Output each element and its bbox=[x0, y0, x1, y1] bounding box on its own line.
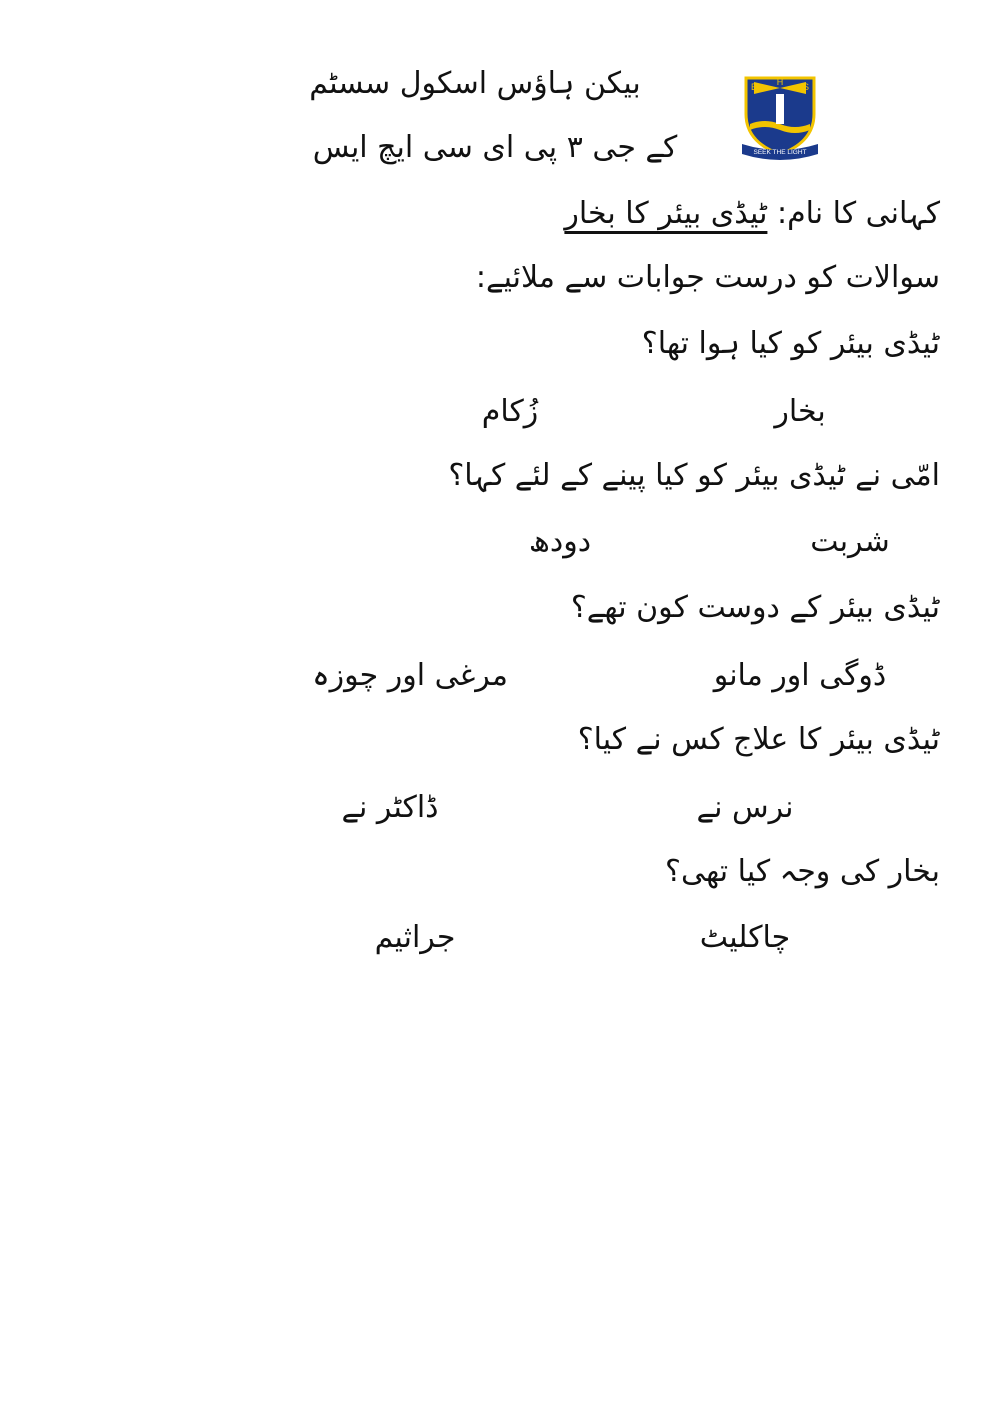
answer-option[interactable]: چاکلیٹ bbox=[699, 920, 791, 955]
school-logo bbox=[740, 74, 820, 160]
answer-option[interactable]: جراثیم bbox=[374, 920, 456, 955]
class-line: کے جی ۳ پی ای سی ایچ ایس bbox=[312, 130, 678, 165]
answer-option[interactable]: مرغی اور چوزہ bbox=[312, 658, 508, 693]
question: ٹیڈی بیئر کو کیا ہوا تھا؟ bbox=[641, 326, 940, 361]
school-name: بیکن ہاؤس اسکول سسٹم bbox=[309, 66, 641, 101]
question: ٹیڈی بیئر کے دوست کون تھے؟ bbox=[570, 590, 940, 625]
logo-letter: B bbox=[750, 82, 758, 92]
answer-option[interactable]: بخار bbox=[774, 394, 826, 429]
question: امّی نے ٹیڈی بیئر کو کیا پینے کے لئے کہا؟ bbox=[448, 458, 940, 493]
story-name: ٹیڈی بیئر کا بخار bbox=[564, 196, 768, 231]
logo-motto: SEEK THE LIGHT bbox=[753, 149, 807, 156]
logo-lighthouse bbox=[776, 94, 784, 124]
answer-option[interactable]: نرس نے bbox=[696, 790, 794, 825]
answer-option[interactable]: دودھ bbox=[528, 524, 592, 559]
logo-letter: H bbox=[776, 77, 784, 87]
answer-option[interactable]: ڈوگی اور مانو bbox=[713, 658, 887, 693]
answer-option[interactable]: زُکام bbox=[481, 394, 539, 429]
answer-option[interactable]: شربت bbox=[810, 524, 890, 559]
story-title-line bbox=[564, 194, 940, 234]
question: ٹیڈی بیئر کا علاج کس نے کیا؟ bbox=[577, 722, 940, 757]
question: بخار کی وجہ کیا تھی؟ bbox=[665, 854, 940, 889]
logo-letter: S bbox=[802, 82, 810, 92]
answer-option[interactable]: ڈاکٹر نے bbox=[341, 790, 439, 825]
instruction: سوالات کو درست جوابات سے ملائیے: bbox=[475, 260, 940, 295]
story-label: کہانی کا نام: bbox=[776, 196, 940, 231]
